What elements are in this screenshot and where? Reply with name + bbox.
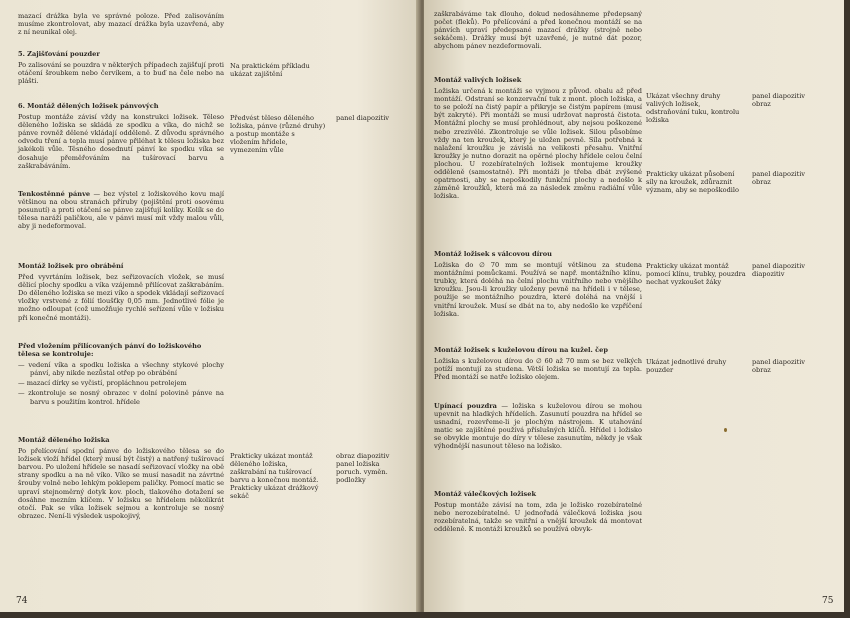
inline-heading: Tenkostěnné pánve	[18, 190, 91, 198]
media-note: obraz diapozitiv panel ložiska poruch. vyměn. podložky	[336, 452, 390, 485]
paragraph-text: mazací drážka byla ve správné poloze. Před zalisováním musíme zkontrolovat, aby mazací drážka byla uzavřená, aby z ní neunikal olej.	[18, 12, 224, 37]
list-item: — vedení víka a spodku ložiska a všechny stykové plochy pánví, aby nikde nezůstal otřep po obrábění	[18, 361, 224, 378]
section-valeckova	[434, 484, 642, 536]
section-heading: 5. Zajišťování pouzder	[18, 50, 100, 58]
media-note: panel diapozitiv obraz	[752, 92, 806, 109]
section-kontrola	[18, 336, 224, 409]
paragraph-text: Ložiska určená k montáži se vyjmou z původ. obalu až před montáží. Odstraní se konzervační tuk z mont. ploch ložiska, a to se položí na čistý papír a přikryje se čistým papírem (musí být zakryté). Při montáži se musí udržovat naprostá čistota. Montážní plochy se musí prohlédnout, aby nejsou poškozené nebo zrezivělé. Zkontroluje se vůle ložisek. Silou působíme vždy na ten kroužek, který je uložen pevně. Síla potřebná k nalažení kroužku je závislá na velikosti přesahu. Vnitřní kroužky je nutno dorazit na opěrné plochy hřídele celou čelní plochou. U rozebíratelných ložisek montujeme kroužky odděleně (samostatně). Při montáži je třeba dbát zvýšené opatrnosti, aby se nepoškodily funkční plochy a nedošlo k záměně kroužků, která má za následek změnu radiální vůle ložiska.	[434, 87, 642, 201]
inline-heading: Upínací pouzdra	[434, 402, 497, 410]
left-top-paragraph	[18, 12, 224, 39]
tenkostenne-paragraph	[18, 190, 224, 233]
section-heading: 6. Montáž dělených ložisek pánvových	[18, 102, 159, 110]
section-heading: Montáž valivých ložisek	[434, 76, 522, 84]
margin-note: Prakticky ukázat montáž pomocí klínu, trubky, pouzdra nechat vyzkoušet žáky	[646, 262, 746, 287]
paragraph-text: Postup montáže závisí vždy na konstrukci ložisek. Těleso děleného ložiska se skládá ze spodku a víka, do nichž se pánve rovněž dělené vkládají odděleně. Z důvodu správného odvodu tření a tepla musí pánve přiléhat k tělesu ložiska bez jakékoli vůle. Těsného dosednutí pánví ke spodku víka se dosahuje přeměřováním na tušírovací barvu a zaškrabáváním.	[18, 113, 224, 170]
section-6	[18, 96, 224, 173]
margin-note: Prakticky ukázat montáž děleného ložiska, zaškrabání na tušírovací barvu a konečnou montáž. Prakticky ukázat drážkový sekáč	[230, 452, 319, 501]
margin-note: Ukázat jednotlivé druhy pouzder	[646, 358, 727, 375]
section-heading: Montáž ložisek s kuželovou dírou na kužel. čep	[434, 346, 608, 354]
margin-note: Ukázat všechny druhy valivých ložisek, odstraňování tuku, kontrolu ložiska	[646, 92, 740, 125]
paragraph-text: Postup montáže závisí na tom, zda je ložisko rozebíratelné nebo nerozebíratelné. U jednořadá válečková ložiska jsou rozebíratelná, takže se vnitřní a vnější kroužek dá montovat odděleně. K montáži kroužků se používá obvyk-	[434, 501, 642, 534]
page-number: 75	[822, 596, 834, 606]
section-heading: Před vložením přilícovaných pánví do ložiskového tělesa se kontroluje:	[18, 342, 202, 359]
paragraph-text	[434, 402, 642, 451]
page-number: 74	[16, 596, 28, 606]
media-note: panel diapozitiv obraz	[752, 358, 806, 375]
section-deleni	[18, 430, 224, 523]
media-note: panel diapozitiv diapozitiv	[752, 262, 806, 279]
section-valiva	[434, 70, 642, 203]
left-page	[0, 0, 420, 612]
paragraph-text: zaškrabáváme tak dlouho, dokud nedosáhneme předepsaný počet (fleků). Po přelícování a před konečnou montáží se na pánvích upraví předepsané mazací drážky (strojně nebo sekáčem). Drážky musí být uzavřené, je nutné dát pozor, abychom pánev nezdeformovali.	[434, 10, 642, 51]
section-heading: Montáž válečkových ložisek	[434, 490, 537, 498]
section-valcova	[434, 244, 642, 321]
kontrola-list	[18, 361, 224, 405]
section-heading: Montáž ložisek pro obrábění	[18, 262, 124, 270]
paragraph-body: — ložiska s kuželovou dírou se mohou upevnit na hladkých hřídelích. Zasunutí pouzdra na hřídel se usnadní, rozevřeme-li je plochým nástrojem. K utahování matic se zajištěné používá příslušných klíčů. Hřídel i ložisko se obvykle montuje do díry v tělese zasunutím, někdy je však výhodnější nasunout těleso na ložisko.	[434, 402, 642, 451]
paragraph-text: Ložiska do ∅ 70 mm se montují většinou za studena montážními pomůckami. Používá se např. montážního klínu, trubky, která doléhá na čelní plochu vnitřního nebo vnějšího kroužku. Jsou-li kroužky uloženy pevně na hřídeli i v tělese, použije se montážního pouzdra, které doléhá na vnější i vnitřní kroužek. Musí se dbát na to, aby nedošlo ke vzpříčení ložiska.	[434, 261, 642, 318]
margin-note: Na praktickém příkladu ukázat zajištění	[230, 62, 310, 79]
section-obrabeni	[18, 256, 224, 325]
margin-note: Prakticky ukázat působení síly na kroužek, zdůraznit význam, aby se nepoškodilo	[646, 170, 739, 195]
media-note: panel diapozitiv obraz	[752, 170, 806, 187]
ink-spot-icon	[724, 428, 727, 432]
section-heading: Montáž děleného ložiska	[18, 436, 110, 444]
media-note: panel diapozitiv	[336, 114, 390, 122]
paragraph-text: Ložiska s kuželovou dírou do ∅ 60 až 70 mm se bez velkých potíží montují za studena. Větší ložiska se montují za tepla. Před montáží se natře ložisko olejem.	[434, 357, 642, 382]
section-heading: Montáž ložisek s válcovou dírou	[434, 250, 552, 258]
right-page	[424, 0, 844, 612]
paragraph-body: — bez výstel z ložiskového kovu mají většinou na obou stranách příruby (pojištění proti osovému posunutí) a proti otáčení se pánve zajišťují kolíky. Kolík se do tělesa naráží paličkou, ale v pánvi musí mít vždy malou vůli, aby ji nedeformoval.	[18, 190, 224, 231]
paragraph-text: Po přelícování spodní pánve do ložiskového tělesa se do ložisek vloží hřídel (který musí být čistý) a natřený tušírovací barvou. Po uložení hřídele se nasadí seřizovací vložky na obě strany spodku a na ně víko. Víko se musí nasadit na závrtné šrouby volně nebo lehkým poklepem paličky. Pomocí matic se upraví stejnoměrný dotyk kov. ploch, tlakového dotažení se dosáhne mezním klíčem. V ložisku se hřídelem několikrát otočí. Pak se víka ložisek sejmou a kontroluje se nosný obrazec. Není-li výsledek uspokojivý,	[18, 447, 224, 520]
right-top-paragraph	[434, 10, 642, 53]
section-kuzelova	[434, 340, 642, 384]
upinaci-paragraph	[434, 402, 642, 454]
paragraph-text	[18, 190, 224, 230]
section-5	[18, 44, 224, 88]
margin-note: Předvést těleso děleného ložiska, pánve (různé druhy) a postup montáže s vložením hřídele, vymezením vůle	[230, 114, 326, 155]
list-item: — mazací dírky se vyčistí, propláchnou petrolejem	[18, 379, 187, 388]
list-item: — zkontroluje se nosný obrazec v dolní polovině pánve na barvu s použitím kontrol. hřídele	[18, 389, 224, 406]
paragraph-text: Po zalisování se pouzdra v některých případech zajišťují proti otáčení šroubkem nebo červíkem, a to buď na čele nebo na plášti.	[18, 61, 224, 86]
paragraph-text: Před vyvrtáním ložisek, bez seřizovacích vložek, se musí dělicí plochy spodku a víka vzájemně přilícovat zaškrabáním. Do děleného ložiska se mezi víko a spodek vkládají seřizovací vložky vrstvené z fólií tloušťky 0,05 mm. Jednotlivé fólie je možno odloupat (což umožňuje rychlé seřízení vůle v ložisku při konečné montáži).	[18, 273, 224, 322]
